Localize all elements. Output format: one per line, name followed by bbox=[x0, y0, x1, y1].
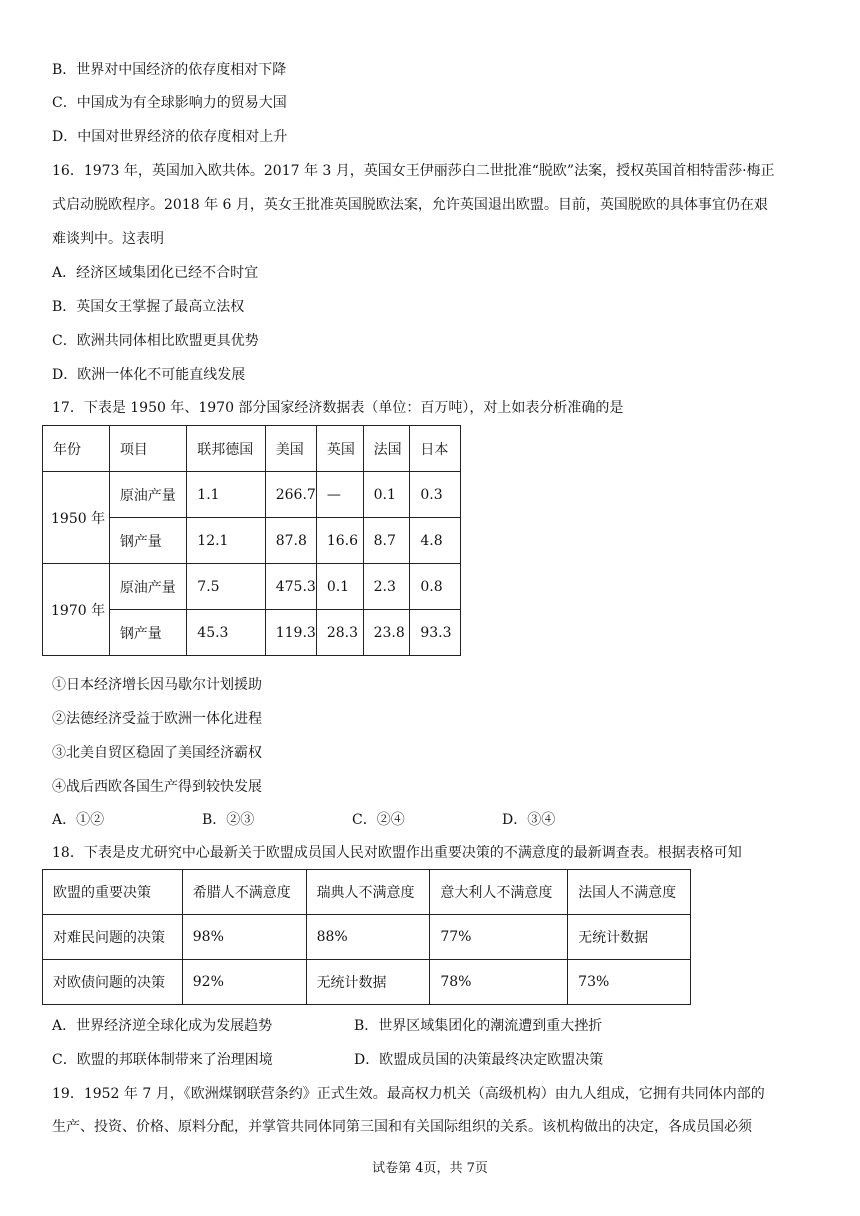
table-cell: 88% bbox=[306, 915, 430, 960]
item-cell: 原油产量 bbox=[109, 472, 186, 518]
q18-option-d: D．欧盟成员国的决策最终决定欧盟决策 bbox=[354, 1052, 604, 1068]
table-cell: 7.5 bbox=[187, 564, 265, 610]
q19-stem-line-1: 19．1952 年 7 月，《欧洲煤钢联营条约》正式生效。最高权力机关（高级机构）由九人组成，它拥有共同体内部的 bbox=[52, 1086, 765, 1102]
table-header-row bbox=[43, 426, 461, 472]
table-cell: 87.8 bbox=[265, 518, 316, 564]
table-header-cell: 法国人不满意度 bbox=[568, 870, 691, 915]
year-cell: 1950 年 bbox=[43, 472, 110, 564]
table-cell: 无统计数据 bbox=[568, 915, 691, 960]
table-header-cell: 英国 bbox=[316, 426, 363, 472]
table-cell: 266.7 bbox=[265, 472, 316, 518]
q15-option-c: C．中国成为有全球影响力的贸易大国 bbox=[52, 95, 287, 111]
q16-option-a: A．经济区域集团化已经不合时宜 bbox=[52, 265, 259, 281]
table-header-cell: 日本 bbox=[410, 426, 461, 472]
table-header-cell: 年份 bbox=[43, 426, 110, 472]
table-cell: 23.8 bbox=[363, 610, 410, 656]
table-cell: 28.3 bbox=[316, 610, 363, 656]
q17-statement-2: ②法德经济受益于欧洲一体化进程 bbox=[52, 711, 262, 727]
table-row bbox=[43, 915, 691, 960]
table-header-cell: 欧盟的重要决策 bbox=[43, 870, 183, 915]
table-header-cell: 法国 bbox=[363, 426, 410, 472]
table-cell: 0.8 bbox=[410, 564, 461, 610]
q15-option-d: D．中国对世界经济的依存度相对上升 bbox=[52, 129, 288, 145]
table-cell: 无统计数据 bbox=[306, 960, 430, 1005]
table-cell: 119.3 bbox=[265, 610, 316, 656]
q17-option-a: A．①② bbox=[52, 812, 105, 828]
table-cell: 77% bbox=[430, 915, 568, 960]
q15-option-b: B．世界对中国经济的依存度相对下降 bbox=[52, 62, 287, 78]
table-cell: 4.8 bbox=[410, 518, 461, 564]
q18-survey-table bbox=[42, 869, 691, 1005]
table-row bbox=[43, 960, 691, 1005]
q17-stem: 17．下表是 1950 年、1970 部分国家经济数据表（单位：百万吨），对上如表分析准确的是 bbox=[52, 400, 624, 416]
table-cell: 对难民问题的决策 bbox=[43, 915, 183, 960]
q17-statement-1: ①日本经济增长因马歇尔计划援助 bbox=[52, 677, 262, 693]
q17-data-table bbox=[42, 425, 461, 656]
q16-stem-line-3: 难谈判中。这表明 bbox=[52, 231, 164, 247]
table-cell: 93.3 bbox=[410, 610, 461, 656]
q16-option-b: B．英国女王掌握了最高立法权 bbox=[52, 299, 245, 315]
table-cell: 475.3 bbox=[265, 564, 316, 610]
page-footer: 试卷第 4页，共 7页 bbox=[372, 1161, 488, 1176]
table-cell: 73% bbox=[568, 960, 691, 1005]
table-cell: 2.3 bbox=[363, 564, 410, 610]
q16-stem-line-1: 16．1973 年，英国加入欧共体。2017 年 3 月，英国女王伊丽莎白二世批准“脱欧”法案，授权英国首相特雷莎·梅正 bbox=[52, 163, 775, 179]
q16-option-d: D．欧洲一体化不可能直线发展 bbox=[52, 367, 246, 383]
item-cell: 钢产量 bbox=[109, 518, 186, 564]
table-cell: 0.1 bbox=[363, 472, 410, 518]
q17-options bbox=[52, 810, 820, 830]
year-cell: 1970 年 bbox=[43, 564, 110, 656]
table-header-row bbox=[43, 870, 691, 915]
table-header-cell: 希腊人不满意度 bbox=[182, 870, 306, 915]
table-cell: 78% bbox=[430, 960, 568, 1005]
item-cell: 钢产量 bbox=[109, 610, 186, 656]
table-cell: 1.1 bbox=[187, 472, 265, 518]
table-cell: 8.7 bbox=[363, 518, 410, 564]
q17-option-d: D．③④ bbox=[502, 812, 556, 828]
table-cell: 12.1 bbox=[187, 518, 265, 564]
table-cell: 0.3 bbox=[410, 472, 461, 518]
q18-option-a: A．世界经济逆全球化成为发展趋势 bbox=[52, 1018, 273, 1034]
q17-option-c: C．②④ bbox=[352, 812, 405, 828]
q16-option-c: C．欧洲共同体相比欧盟更具优势 bbox=[52, 333, 259, 349]
q18-option-c: C．欧盟的邦联体制带来了治理困境 bbox=[52, 1052, 273, 1068]
q18-options-row-1 bbox=[52, 1016, 820, 1036]
q17-option-b: B．②③ bbox=[202, 812, 255, 828]
table-row bbox=[43, 472, 461, 518]
q18-options-row-2 bbox=[52, 1050, 820, 1070]
q18-option-b: B．世界区域集团化的潮流遭到重大挫折 bbox=[354, 1018, 603, 1034]
table-cell: 45.3 bbox=[187, 610, 265, 656]
table-cell: 对欧债问题的决策 bbox=[43, 960, 183, 1005]
q17-statement-4: ④战后西欧各国生产得到较快发展 bbox=[52, 779, 262, 795]
q18-stem: 18．下表是皮尤研究中心最新关于欧盟成员国人民对欧盟作出重要决策的不满意度的最新调查表。根据表格可知 bbox=[52, 845, 742, 861]
table-cell: 16.6 bbox=[316, 518, 363, 564]
table-cell: 92% bbox=[182, 960, 306, 1005]
q17-statement-3: ③北美自贸区稳固了美国经济霸权 bbox=[52, 745, 262, 761]
q16-stem-line-2: 式启动脱欧程序。2018 年 6 月，英女王批准英国脱欧法案，允许英国退出欧盟。目前，英国脱欧的具体事宜仍在艰 bbox=[52, 197, 768, 213]
table-header-cell: 意大利人不满意度 bbox=[430, 870, 568, 915]
item-cell: 原油产量 bbox=[109, 564, 186, 610]
table-row bbox=[43, 564, 461, 610]
table-header-cell: 项目 bbox=[109, 426, 186, 472]
table-header-cell: 联邦德国 bbox=[187, 426, 265, 472]
table-header-cell: 美国 bbox=[265, 426, 316, 472]
table-cell: — bbox=[316, 472, 363, 518]
table-header-cell: 瑞典人不满意度 bbox=[306, 870, 430, 915]
table-cell: 0.1 bbox=[316, 564, 363, 610]
q19-stem-line-2: 生产、投资、价格、原料分配，并掌管共同体同第三国和有关国际组织的关系。该机构做出的决定，各成员国必须 bbox=[52, 1119, 752, 1135]
table-cell: 98% bbox=[182, 915, 306, 960]
